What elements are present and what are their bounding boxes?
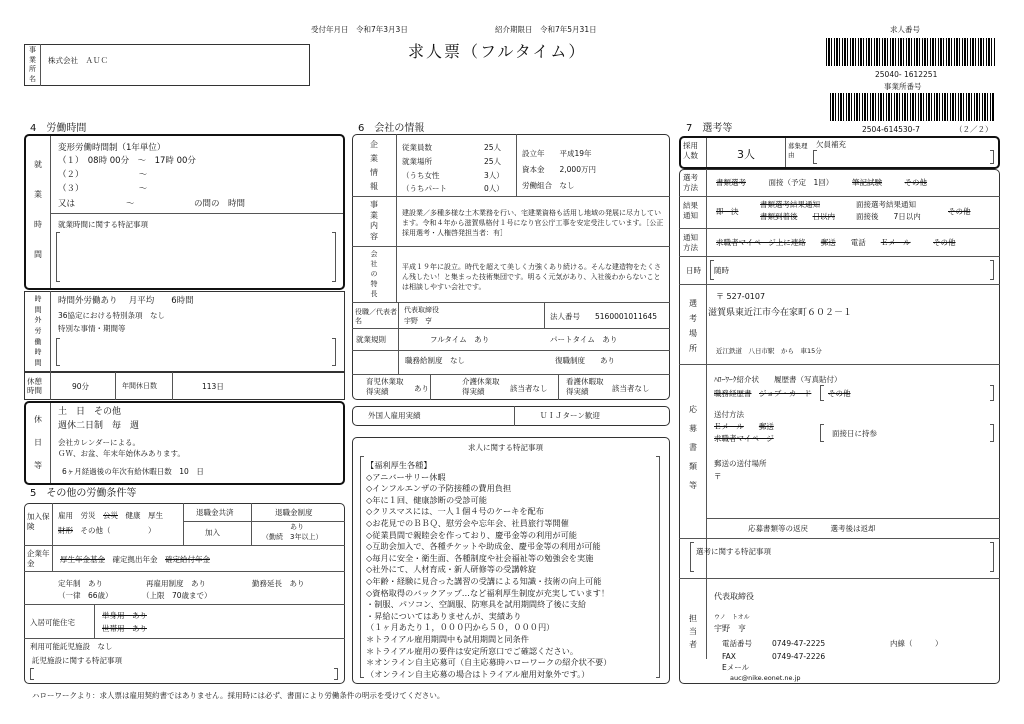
result-other: その他 [948, 207, 971, 216]
shift-type: 変形労働時間制（1年単位） [58, 143, 166, 153]
saikoyo-note: （上限 70歳まで） [142, 591, 212, 600]
shift-1: （１） 08時 00分 ～ 17時 00分 [58, 156, 196, 166]
special-notes-list [366, 460, 658, 680]
send-method-2: 求職者マイページ [714, 434, 774, 443]
hiring-count: 3人 [737, 148, 755, 161]
documents-other: その他 [828, 389, 851, 398]
founded: 設立年 平成19年 [522, 149, 592, 158]
special-note-line: （１ヶ月あたり１，０００円から５０，０００円） [366, 622, 555, 633]
contact-title: 代表取締役 [714, 592, 754, 601]
pension-label: 企業年金 [27, 549, 50, 568]
kyujitsu-4: ＧＷ、お盆、年末年始休みあります。 [58, 449, 185, 458]
section-4-title: 4 労働時間 [30, 123, 87, 134]
special-note-line: ◇お花見でのＢＢＱ、慰労会や忘年会、社員旅行等開催 [366, 517, 569, 528]
part-value: 0人） [484, 184, 504, 193]
rest-value: 90分 [72, 382, 90, 391]
job-number-label: 求人番号 [890, 25, 920, 34]
received-date: 受付年月日 令和7年3月3日 [311, 25, 408, 34]
tel-label: 電話番号 [722, 639, 752, 648]
childcare-note: 託児施設に関する特記事項 [32, 656, 122, 665]
result-interview: 面接選考結果通知 [856, 200, 916, 209]
special-note-line: ＊トライアル雇用期間中も試用期間と同条件 [366, 633, 529, 644]
office-number: 2504-614530-7 [862, 125, 920, 134]
mail-address-label: 郵送の送付場所 [714, 459, 767, 468]
special-note-line: ・昇給についてはありませんが、実績あり [366, 610, 522, 621]
fax-value: 0749-47-2226 [772, 652, 826, 661]
kyosai-value: 加入 [205, 528, 220, 537]
datetime-label: 日時 [686, 266, 701, 275]
kyujitsu-3: 会社カレンダーによる。 [58, 438, 141, 447]
rules-part: パートタイム あり [550, 335, 618, 344]
insurance-line2: 財形 その他（ ） [58, 526, 156, 535]
special-note-line: 【福利厚生各種】 [366, 460, 432, 470]
location-address: 滋賀県東近江市今在家町６０２－１ [708, 308, 853, 318]
office-number-label: 事業所番号 [884, 82, 922, 91]
method-values: 書類選考 面接（予定 1回） 筆記試験 その他 [716, 178, 928, 187]
special-note-line: ・制服、パソコン、空調服、防寒具を試用期間終了後に支給 [366, 599, 587, 610]
send-method-label: 送付方法 [714, 410, 744, 419]
recruit-reason-label: 募集理由 [788, 142, 808, 159]
annual-holidays-value: 113日 [202, 382, 224, 391]
send-method-1: Ｅメール 郵送 [714, 422, 774, 431]
job-number-barcode [826, 38, 996, 66]
office-label: 事 業 所 名 [29, 46, 36, 83]
shugyo-label: 就 業 時 間 [34, 160, 42, 259]
saikoyo: 再雇用制度 あり [146, 579, 206, 588]
rep-label: 役職／代表者名 [355, 308, 397, 326]
tel-value: 0749-47-2225 [772, 639, 826, 648]
workplace-label: 就業場所 [402, 157, 432, 166]
taishoku-label: 退職金制度 [275, 508, 313, 517]
mail-address-value: 〒 [714, 472, 722, 481]
documents-label: 応 募 書 類 等 [689, 404, 697, 491]
insurance-line1: 雇用 労災 公災 健康 厚生 [58, 511, 163, 520]
method-label: 選考方法 [683, 173, 698, 192]
taishoku-note: （勤続 3年以上） [262, 533, 323, 541]
annual-holidays-label: 年間休日数 [122, 382, 157, 390]
ikuji-label: 育児休業取得実績 [366, 377, 404, 397]
recruit-reason: 欠員補充 [816, 140, 846, 149]
kyujitsu-1: 土 日 その他 [58, 407, 122, 417]
send-method-bring: 面接日に持参 [832, 429, 877, 438]
workplace-value: 25人 [484, 157, 502, 166]
kyujitsu-2: 週休二日制 毎 週 [58, 421, 140, 431]
expiry-date: 紹介期限日 令和7年5月31日 [495, 25, 597, 34]
overtime-label: 時 間 外 労 働 時 間 [34, 294, 42, 368]
special-note-line: ◇互助会加入で、各種チケットや助成金、慶弔金等の利用が可能 [366, 541, 601, 552]
contact-kana: ウノ トオル [714, 614, 750, 621]
documents-2: 職務経歴書 ジョブ・カード [714, 389, 812, 398]
company-info-label: 企 業 情 報 [370, 140, 378, 191]
rules-label: 就業規則 [356, 335, 386, 344]
email-value: auc@nike.eonet.ne.jp [730, 674, 801, 682]
business-content: 建設業／多種多様な土木業務を行い、宅建業資格も活用し地域の発展に尽力しています。令和４年から滋賀県格付１号になり官公庁工事を安定受注しています。［公正採用選考・人権啓発担当者：有］ [402, 209, 664, 237]
fax-label: FAX [722, 652, 736, 661]
business-label: 事 業 内 容 [370, 200, 378, 241]
location-access: 近江鉄道 八日市駅 から 車15分 [716, 347, 822, 355]
kinmu-encho: 勤務延長 あり [252, 579, 305, 588]
special-note-line: ◇アニバーサリー休暇 [366, 471, 446, 482]
special-note-line: ◇資格取得のバックアップ…など福利厚生制度が充実しています！ [366, 587, 610, 598]
location-zip: 〒 527-0107 [716, 292, 766, 301]
result-label: 結果通知 [683, 201, 698, 220]
union: 労働組合 なし [522, 181, 575, 190]
childcare: 利用可能託児施設 なし [30, 642, 113, 651]
result-doc: 書類選考結果通知 [760, 200, 820, 209]
rep-name: 宇野 亨 [404, 317, 432, 325]
rep-title: 代表取締役 [404, 306, 439, 314]
ikuji-value: あり [414, 384, 429, 393]
office-name: 株式会社 ＡＵＣ [48, 56, 108, 65]
special-note-line: （オンライン自主応募の場合はトライアル雇用対象外です。） [366, 668, 590, 679]
part-label: （うちパート [402, 184, 447, 193]
contact-name: 宇野 亨 [714, 624, 746, 633]
special-note-line: ◇クリスマスには、一人１個４号のケーキを配布 [366, 506, 544, 517]
insurance-label: 加入保険 [27, 512, 50, 531]
features-content: 平成１９年に設立。時代を超えて美しく力強くあり続ける。そんな建造物をたくさん残したい！と集まった技術集団です。明るく元気があり、入社後わからないことは相談しやすい会社です。 [402, 263, 661, 291]
taishoku-value: あり [290, 523, 304, 531]
footer-note: ハローワークより：求人票は雇用契約書ではありません。採用時には必ず、書面により労働条件の明示を受けてください。 [32, 691, 445, 700]
section-6-title: 6 会社の情報 [358, 123, 425, 134]
shokumu: 職務給制度 なし [405, 356, 465, 365]
special-note-line: ◇社外にて、人材育成・新人研修等の受講斡旋 [366, 564, 536, 575]
email-label: Eメール [722, 663, 750, 672]
kaigo-value: 該当者なし [510, 384, 548, 393]
foreign-label: 外国人雇用実績 [368, 411, 421, 420]
section-7-title: 7 選考等 [686, 123, 733, 134]
special-note-line: ◇年齢・経験に見合った講習の受講による知識・技術の向上可能 [366, 575, 602, 586]
special-note-line: ＊オンライン自主応募可（自主応募時ハローワークの紹介状不要） [366, 657, 612, 668]
kango-label: 看護休暇取得実績 [566, 377, 604, 397]
special-note-line: ◇従業員間で親睦会を作っており、慶弔金等の利用が可能 [366, 529, 577, 540]
housing-label: 入居可能住宅 [30, 618, 75, 627]
kango-value: 該当者なし [612, 384, 650, 393]
special-notes-title: 求人に関する特記事項 [468, 443, 543, 452]
special-note-line: ◇インフルエンザの予防接種の費用負担 [366, 483, 512, 494]
employees-label: 従業員数 [402, 143, 432, 152]
housing-single: 単身用 あり [102, 611, 147, 620]
capital: 資本金 2,000万円 [522, 165, 596, 174]
overtime-line2: 36協定における特別条項 なし [58, 311, 166, 320]
location-label: 選 考 場 所 [689, 298, 697, 353]
result-immediate: 即 決 [716, 207, 739, 216]
shugyo-special-label: 就業時間に関する特記事項 [58, 220, 148, 229]
return-docs: 応募書類等の返戻 選考後は返却 [748, 524, 876, 533]
shift-3: （３） ～ [58, 184, 148, 194]
shift-or: 又は ～ の間の 時間 [58, 199, 246, 209]
housing-family: 世帯用 あり [102, 624, 147, 633]
overtime-line3: 特別な事情・期間等 [58, 324, 126, 333]
employees-value: 25人 [484, 143, 502, 152]
page-number: （２／２） [955, 125, 993, 134]
datetime-value: 随時 [714, 266, 729, 275]
fukushoku: 復職制度 あり [555, 356, 615, 365]
special-note-line: ◇毎月に安全・衛生面、各種制度や社会福祉等の勉強会を実施 [366, 552, 594, 563]
office-number-barcode [830, 93, 995, 121]
kyujitsu-label: 休 日 等 [34, 414, 42, 471]
teinen-note: （一律 66歳） [58, 591, 113, 600]
shift-2: （２） ～ [58, 170, 148, 180]
corp-no: 5160001011645 [595, 312, 658, 321]
rest-label: 休憩時間 [27, 377, 42, 395]
special-note-line: ＊トライアル雇用の要件は安定所窓口でご確認ください。 [366, 645, 579, 656]
notify-label: 通知方法 [683, 233, 698, 252]
notify-values: 求職者マイページ上に連絡 郵送 電話 Ｅメール その他 [716, 238, 956, 247]
teinen: 定年制 あり [58, 579, 103, 588]
women-label: （うち女性 [402, 171, 440, 180]
uij-turn: ＵＩＪターン歓迎 [540, 411, 600, 420]
result-doc-after: 書類到着後 日以内 [760, 212, 835, 221]
special-note-line: ◇年に１回、健康診断の受診可能 [366, 494, 487, 505]
paid-leave: 6ヶ月経過後の年次有給休暇日数 10 日 [62, 467, 204, 476]
selection-special: 選考に関する特記事項 [696, 547, 771, 556]
hiring-count-label: 採用人数 [683, 141, 698, 160]
pension-values: 厚生年金基金 確定拠出年金 確定給付年金 [60, 555, 210, 564]
overtime-line1: 時間外労働あり 月平均 6時間 [58, 296, 194, 306]
documents-1: ﾊﾛｰﾜｰｸ紹介状 履歴書（写真貼付） [714, 375, 842, 384]
corp-no-label: 法人番号 [550, 312, 580, 321]
kaigo-label: 介護休業取得実績 [462, 377, 500, 397]
women-value: 3人） [484, 171, 504, 180]
job-number: 25040- 1612251 [875, 70, 938, 79]
contact-label: 担 当 者 [689, 613, 697, 650]
rules-full: フルタイム あり [430, 335, 490, 344]
kyosai-label: 退職金共済 [196, 508, 234, 517]
page-title: 求人票（フルタイム） [408, 42, 587, 61]
extension: 内線（ ） [890, 639, 943, 648]
section-5-title: 5 その他の労働条件等 [30, 488, 137, 499]
features-label: 会 社 の 特 長 [370, 249, 378, 298]
result-interview-after: 面接後 7日以内 [856, 212, 921, 221]
